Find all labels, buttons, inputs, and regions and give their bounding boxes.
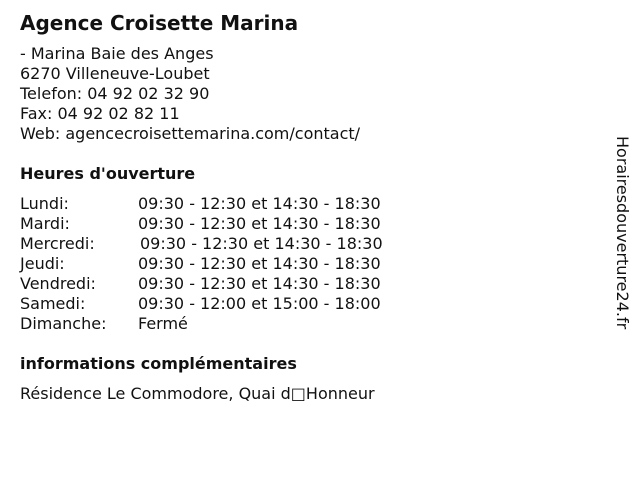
time-range: 09:30 - 12:30 et 14:30 - 18:30 <box>138 214 381 233</box>
time-range: 09:30 - 12:30 et 14:30 - 18:30 <box>138 274 381 293</box>
opening-hours-heading: Heures d'ouverture <box>20 164 196 183</box>
city-line: 6270 Villeneuve-Loubet <box>20 64 210 83</box>
hours-row-saturday <box>20 294 383 314</box>
phone-line: Telefon: 04 92 02 32 90 <box>20 84 210 103</box>
hours-row-sunday <box>20 314 383 334</box>
day-label: Jeudi: <box>20 254 65 273</box>
additional-info-heading: informations complémentaires <box>20 354 297 373</box>
hours-row-wednesday <box>20 234 383 254</box>
hours-row-friday <box>20 274 383 294</box>
hours-row-thursday <box>20 254 383 274</box>
hours-row-tuesday <box>20 214 383 234</box>
hours-row-monday <box>20 194 383 214</box>
additional-info-text: Résidence Le Commodore, Quai d□Honneur <box>20 384 375 403</box>
time-range: 09:30 - 12:30 et 14:30 - 18:30 <box>140 234 383 253</box>
fax-line: Fax: 04 92 02 82 11 <box>20 104 180 123</box>
address-line: - Marina Baie des Anges <box>20 44 214 63</box>
day-label: Mercredi: <box>20 234 95 253</box>
watermark: Horairesdouverture24.fr <box>613 136 632 330</box>
day-label: Dimanche: <box>20 314 107 333</box>
day-label: Lundi: <box>20 194 69 213</box>
business-name: Agence Croisette Marina <box>20 11 299 35</box>
address-block <box>20 44 360 144</box>
time-range: 09:30 - 12:30 et 14:30 - 18:30 <box>138 254 381 273</box>
web-line: Web: agencecroisettemarina.com/contact/ <box>20 124 361 143</box>
day-label: Samedi: <box>20 294 86 313</box>
opening-hours-table <box>20 194 383 334</box>
time-range: Fermé <box>138 314 188 333</box>
day-label: Mardi: <box>20 214 70 233</box>
time-range: 09:30 - 12:00 et 15:00 - 18:00 <box>138 294 381 313</box>
day-label: Vendredi: <box>20 274 96 293</box>
time-range: 09:30 - 12:30 et 14:30 - 18:30 <box>138 194 381 213</box>
